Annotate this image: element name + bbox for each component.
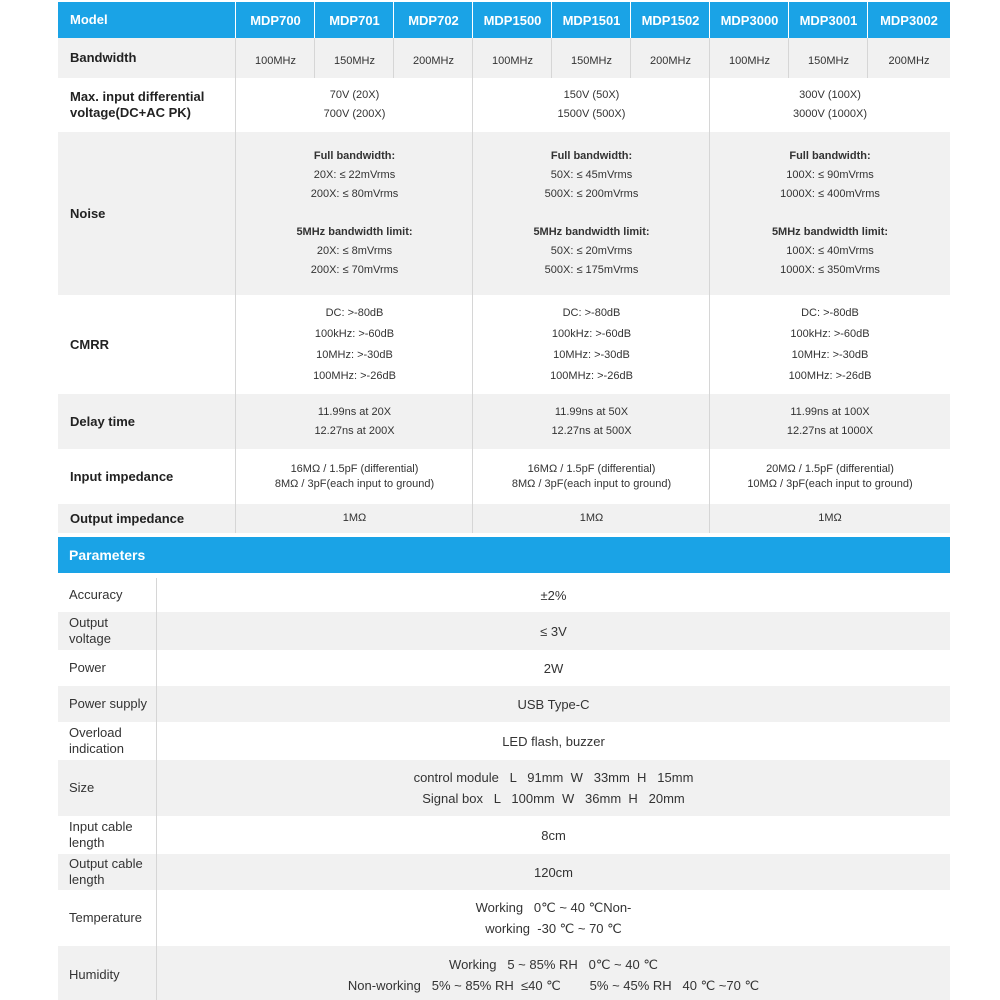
- group-cell: [236, 295, 473, 394]
- parameter-row: [58, 650, 950, 686]
- parameter-value: [157, 686, 950, 722]
- parameter-label-line: Temperature: [69, 910, 142, 925]
- row-label: [58, 78, 236, 132]
- parameter-label-text: [69, 856, 143, 888]
- parameter-row: [58, 760, 950, 816]
- parameter-label-text: [69, 910, 142, 926]
- row-label: Delay time: [70, 413, 136, 429]
- parameter-label-text: [69, 696, 147, 712]
- spec-sheet: [58, 0, 950, 1000]
- parameter-row: [58, 612, 950, 650]
- model-name: MDP702: [408, 12, 459, 28]
- parameter-label-line: length: [69, 872, 105, 887]
- parameter-value: [157, 722, 950, 760]
- row-label: Output impedance: [70, 510, 185, 526]
- model-name: MDP1502: [641, 12, 700, 28]
- model-header-label: Model: [70, 12, 108, 27]
- model-name: MDP1500: [483, 12, 542, 28]
- model-name: MDP3001: [799, 12, 858, 28]
- bandwidth-value: 100MHz: [255, 55, 296, 67]
- noise-full-value: 20X: ≤ 22mVrms: [313, 169, 396, 181]
- column-divider: [709, 504, 710, 533]
- group-cell: [710, 449, 950, 504]
- spec-row-noise: [58, 132, 950, 295]
- spec-row-cmrr: [58, 295, 950, 394]
- column-divider: [709, 2, 710, 38]
- parameter-value-line: working -30 ℃ ~ 70 ℃: [485, 921, 622, 936]
- noise-limit-title: 5MHz bandwidth limit:: [771, 226, 889, 238]
- cmrr-value: 10MHz: >-30dB: [553, 348, 630, 361]
- noise-full-value: 1000X: ≤ 400mVrms: [780, 188, 880, 200]
- parameter-label: [58, 650, 156, 686]
- parameters-header: Parameters: [58, 537, 950, 573]
- max-voltage-value: 70V (20X): [329, 89, 380, 101]
- cmrr-value: 100kHz: >-60dB: [314, 327, 395, 340]
- cmrr-value: DC: >-80dB: [562, 306, 621, 319]
- delay-value: 12.27ns at 500X: [551, 424, 632, 437]
- output-impedance-value: 1MΩ: [579, 512, 604, 524]
- cmrr-value: 100MHz: >-26dB: [313, 369, 396, 382]
- noise-full-title: Full bandwidth:: [313, 150, 396, 162]
- model-name: MDP1501: [562, 12, 621, 28]
- column-divider: [709, 394, 710, 449]
- group-cell: [473, 78, 710, 132]
- noise-full-value: 50X: ≤ 45mVrms: [550, 169, 633, 181]
- delay-value: 11.99ns at 20X: [317, 405, 392, 418]
- parameter-value: [157, 612, 950, 650]
- bandwidth-value: 100MHz: [729, 55, 770, 67]
- parameter-value-line: Working 0℃ ~ 40 ℃Non-: [475, 900, 632, 915]
- parameter-row: [58, 946, 950, 1000]
- model-name: MDP700: [250, 12, 301, 28]
- noise-full-value: 500X: ≤ 200mVrms: [544, 188, 639, 200]
- parameter-label-text: [69, 660, 106, 676]
- column-divider: [472, 449, 473, 504]
- column-divider: [235, 394, 236, 449]
- row-label: Input impedance: [70, 468, 174, 484]
- model-name: MDP3000: [720, 12, 779, 28]
- parameter-label-line: Size: [69, 780, 95, 795]
- column-divider: [788, 2, 789, 38]
- row-label-line: voltage(DC+AC PK): [70, 105, 191, 120]
- parameter-value-line: 8cm: [541, 827, 566, 843]
- column-divider: [235, 132, 236, 295]
- parameter-label-text: [69, 587, 122, 603]
- parameter-row: [58, 578, 950, 612]
- parameter-label: [58, 890, 156, 946]
- parameter-label-text: [69, 725, 124, 757]
- parameter-value-line: USB Type-C: [517, 696, 590, 712]
- input-impedance-value: 8MΩ / 3pF(each input to ground): [511, 477, 672, 490]
- bandwidth-value: 200MHz: [650, 55, 691, 67]
- parameter-label-line: Power supply: [69, 696, 148, 711]
- bandwidth-value: 150MHz: [808, 55, 849, 67]
- spec-row-output-impedance: [58, 504, 950, 533]
- parameter-value: [157, 816, 950, 854]
- spec-row-bandwidth: [58, 38, 950, 78]
- group-cell: [236, 394, 473, 449]
- noise-limit-value: 200X: ≤ 70mVrms: [310, 264, 399, 276]
- group-cell: [710, 78, 950, 132]
- cmrr-value: 10MHz: >-30dB: [316, 348, 393, 361]
- bandwidth-value: 200MHz: [888, 55, 930, 67]
- input-impedance-value: 10MΩ / 3pF(each input to ground): [747, 477, 913, 490]
- bandwidth-value: 150MHz: [334, 55, 375, 67]
- bandwidth-value: 200MHz: [413, 55, 454, 67]
- column-divider: [472, 78, 473, 132]
- parameter-label-line: length: [69, 835, 105, 850]
- parameter-value-line: ≤ 3V: [540, 623, 567, 639]
- noise-limit-value: 100X: ≤ 40mVrms: [786, 245, 874, 257]
- noise-limit-value: 20X: ≤ 8mVrms: [316, 245, 393, 257]
- column-divider: [472, 38, 473, 78]
- group-cell: [473, 295, 710, 394]
- noise-limit-value: 50X: ≤ 20mVrms: [550, 245, 633, 257]
- parameter-label-text: [69, 967, 120, 983]
- parameter-label: [58, 946, 156, 1000]
- parameter-label-text: [69, 615, 111, 647]
- noise-limit-title: 5MHz bandwidth limit:: [533, 226, 650, 238]
- input-impedance-value: 20MΩ / 1.5pF (differential): [766, 462, 894, 475]
- column-divider: [472, 132, 473, 295]
- parameter-label: [58, 760, 156, 816]
- parameter-label-line: Output: [69, 615, 109, 630]
- column-divider: [709, 295, 710, 394]
- bandwidth-value: 100MHz: [492, 55, 533, 67]
- column-divider: [551, 38, 552, 78]
- parameter-value: [157, 890, 950, 946]
- parameter-row: [58, 816, 950, 854]
- group-cell: [473, 449, 710, 504]
- column-divider: [393, 2, 394, 38]
- delay-value: 11.99ns at 50X: [554, 405, 629, 418]
- cmrr-value: 10MHz: >-30dB: [791, 348, 869, 361]
- column-divider: [630, 2, 631, 38]
- spec-row-header: [58, 2, 950, 38]
- column-divider: [235, 38, 236, 78]
- group-cell: [710, 132, 950, 295]
- parameter-value-line: ±2%: [540, 587, 567, 603]
- input-impedance-value: 8MΩ / 3pF(each input to ground): [274, 477, 435, 490]
- row-label: Bandwidth: [70, 50, 137, 65]
- group-cell: [236, 78, 473, 132]
- column-divider: [393, 38, 394, 78]
- column-divider: [788, 38, 789, 78]
- parameter-value-line: Working 5 ~ 85% RH 0℃ ~ 40 ℃: [449, 957, 658, 972]
- column-divider: [472, 504, 473, 533]
- group-cell: [710, 295, 950, 394]
- column-divider: [472, 2, 473, 38]
- parameter-label: [58, 816, 156, 854]
- max-voltage-value: 1500V (500X): [557, 108, 626, 120]
- delay-value: 12.27ns at 200X: [314, 424, 395, 437]
- parameter-value-line: control module L 91mm W 33mm H 15mm: [413, 770, 694, 785]
- group-cell: [236, 449, 473, 504]
- row-label: Noise: [70, 205, 106, 221]
- model-name: MDP3002: [880, 12, 938, 28]
- group-cell: [473, 504, 710, 533]
- column-divider: [235, 2, 236, 38]
- spec-row-input-impedance: [58, 449, 950, 504]
- max-voltage-value: 150V (50X): [563, 89, 620, 101]
- parameter-value-line: 120cm: [533, 864, 574, 880]
- row-label-text: [70, 89, 204, 121]
- group-cell: [236, 132, 473, 295]
- column-divider: [867, 2, 868, 38]
- cmrr-value: 100MHz: >-26dB: [788, 369, 872, 382]
- parameter-value: [157, 946, 950, 1000]
- column-divider: [709, 132, 710, 295]
- parameter-row: [58, 890, 950, 946]
- max-voltage-value: 700V (200X): [323, 108, 386, 120]
- delay-value: 12.27ns at 1000X: [786, 424, 874, 437]
- column-divider: [314, 38, 315, 78]
- parameter-value: [157, 854, 950, 890]
- column-divider: [709, 78, 710, 132]
- output-impedance-value: 1MΩ: [818, 512, 842, 524]
- parameter-row: [58, 686, 950, 722]
- cmrr-value: 100kHz: >-60dB: [790, 327, 870, 340]
- parameter-value-line: Non-working 5% ~ 85% RH ≤40 ℃ 5% ~ 45% RH 40 ℃ ~70 ℃: [347, 978, 760, 993]
- delay-value: 11.99ns at 100X: [790, 405, 870, 418]
- parameter-label-line: Accuracy: [69, 587, 123, 602]
- column-divider: [551, 2, 552, 38]
- cmrr-value: DC: >-80dB: [801, 306, 859, 319]
- output-impedance-value: 1MΩ: [342, 512, 367, 524]
- parameter-value-line: 2W: [543, 660, 564, 676]
- row-label: CMRR: [70, 336, 109, 352]
- noise-limit-title: 5MHz bandwidth limit:: [296, 226, 413, 238]
- parameter-label-line: Output cable: [69, 856, 143, 871]
- parameter-label-line: Power: [69, 660, 106, 675]
- column-divider: [235, 295, 236, 394]
- parameter-row: [58, 854, 950, 890]
- column-divider: [314, 2, 315, 38]
- column-divider: [630, 38, 631, 78]
- column-divider: [709, 38, 710, 78]
- parameter-label-line: indication: [69, 741, 124, 756]
- parameter-label-line: Input cable: [69, 819, 133, 834]
- parameter-value: [157, 760, 950, 816]
- parameter-label-line: Humidity: [69, 967, 120, 982]
- input-impedance-value: 16MΩ / 1.5pF (differential): [290, 462, 419, 475]
- parameter-label: [58, 686, 156, 722]
- parameter-value: [157, 578, 950, 612]
- column-divider: [709, 449, 710, 504]
- spec-row-max-voltage: [58, 78, 950, 132]
- max-voltage-value: 300V (100X): [799, 89, 861, 101]
- group-cell: [473, 132, 710, 295]
- parameter-label: [58, 722, 156, 760]
- noise-limit-value: 500X: ≤ 175mVrms: [544, 264, 639, 276]
- noise-full-title: Full bandwidth:: [550, 150, 633, 162]
- input-impedance-value: 16MΩ / 1.5pF (differential): [527, 462, 656, 475]
- parameter-label: [58, 612, 156, 650]
- group-cell: [473, 394, 710, 449]
- group-cell: [236, 504, 473, 533]
- parameter-label: [58, 578, 156, 612]
- parameter-row: [58, 722, 950, 760]
- parameter-label-line: voltage: [69, 631, 111, 646]
- column-divider: [472, 394, 473, 449]
- group-cell: [710, 504, 950, 533]
- noise-full-value: 100X: ≤ 90mVrms: [786, 169, 874, 181]
- cmrr-value: 100MHz: >-26dB: [550, 369, 633, 382]
- noise-limit-value: 1000X: ≤ 350mVrms: [780, 264, 880, 276]
- column-divider: [235, 78, 236, 132]
- column-divider: [235, 504, 236, 533]
- parameter-value-line: Signal box L 100mm W 36mm H 20mm: [422, 791, 685, 806]
- row-label-line: Max. input differential: [70, 89, 205, 104]
- group-cell: [710, 394, 950, 449]
- parameter-value: [157, 650, 950, 686]
- spec-row-delay: [58, 394, 950, 449]
- column-divider: [472, 295, 473, 394]
- noise-full-title: Full bandwidth:: [789, 150, 871, 162]
- model-name: MDP701: [329, 12, 380, 28]
- parameter-label-text: [69, 780, 94, 796]
- column-divider: [235, 449, 236, 504]
- max-voltage-value: 3000V (1000X): [793, 108, 867, 120]
- cmrr-value: DC: >-80dB: [325, 306, 384, 319]
- parameter-label-line: Overload: [69, 725, 122, 740]
- noise-full-value: 200X: ≤ 80mVrms: [310, 188, 399, 200]
- parameter-label-text: [69, 819, 133, 851]
- parameter-label: [58, 854, 156, 890]
- parameter-value-line: LED flash, buzzer: [502, 733, 605, 749]
- cmrr-value: 100kHz: >-60dB: [551, 327, 632, 340]
- column-divider: [867, 38, 868, 78]
- bandwidth-value: 150MHz: [571, 55, 612, 67]
